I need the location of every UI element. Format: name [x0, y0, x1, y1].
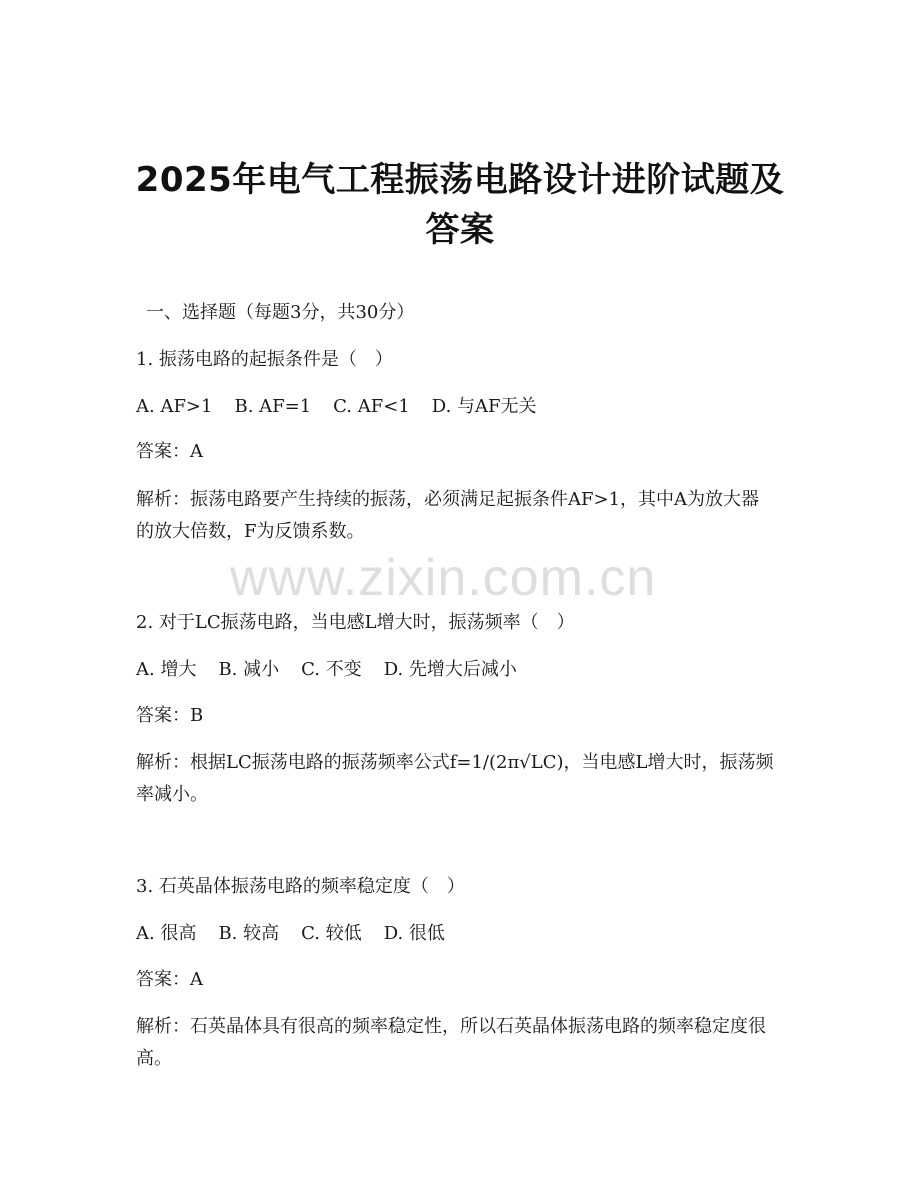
question-2-answer: 答案：B [136, 705, 204, 726]
watermark: www.zixin.com.cn [230, 549, 657, 607]
question-2-option-c: C. 不变 [301, 659, 362, 680]
question-3-options [136, 918, 776, 950]
question-3-stem: 3. 石英晶体振荡电路的频率稳定度（ ） [136, 876, 465, 897]
question-1-option-b: B. AF=1 [234, 396, 312, 417]
section-heading: 一、选择题（每题3分，共30分） [146, 302, 415, 323]
question-3-option-c: C. 较低 [301, 923, 362, 944]
question-1-analysis: 解析：振荡电路要产生持续的振荡，必须满足起振条件AF>1，其中A为放大器的放大倍数，F为反馈系数。 [136, 489, 760, 542]
question-1-stem: 1. 振荡电路的起振条件是（ ） [136, 349, 393, 370]
question-2-options [136, 654, 776, 686]
question-3-option-d: D. 很低 [383, 923, 445, 944]
question-2-option-d: D. 先增大后减小 [383, 659, 517, 680]
document-title: 2025年电气工程振荡电路设计进阶试题及答案 [135, 160, 785, 250]
question-1-option-c: C. AF<1 [333, 396, 410, 417]
question-2-option-b: B. 减小 [218, 659, 280, 680]
question-3-option-a: A. 很高 [136, 923, 197, 944]
question-2-stem: 2. 对于LC振荡电路，当电感L增大时，振荡频率（ ） [136, 612, 575, 633]
question-3-answer: 答案：A [136, 969, 203, 990]
question-3-option-b: B. 较高 [218, 923, 280, 944]
question-1-options [136, 391, 776, 423]
question-3-analysis: 解析：石英晶体具有很高的频率稳定性，所以石英晶体振荡电路的频率稳定度很高。 [136, 1016, 766, 1069]
question-1-option-a: A. AF>1 [136, 396, 213, 417]
question-2-option-a: A. 增大 [136, 659, 197, 680]
question-1-option-d: D. 与AF无关 [431, 396, 537, 417]
question-1-answer: 答案：A [136, 441, 203, 462]
question-2-analysis: 解析：根据LC振荡电路的振荡频率公式f=1/(2π√LC)，当电感L增大时，振荡频率减小。 [136, 752, 774, 805]
